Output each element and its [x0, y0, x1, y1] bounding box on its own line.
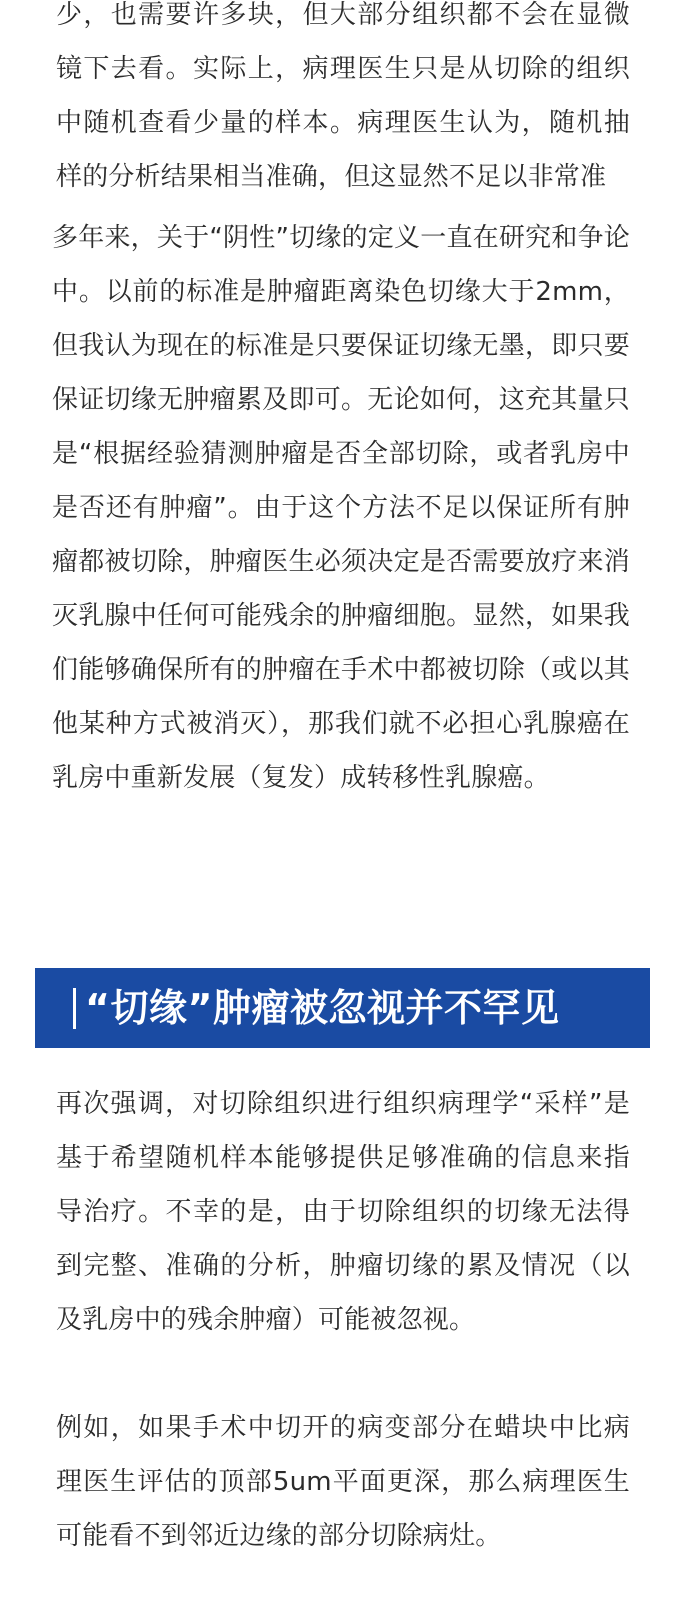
section-heading-banner: [35, 968, 650, 1048]
section-heading: “切缘”肿瘤被忽视并不罕见: [85, 986, 560, 1030]
paragraph-negative-margins: 多年来，关于“阴性”切缘的定义一直在研究和争论中。以前的标准是肿瘤距离染色切缘大于2mm，但我认为现在的标准是只要保证切缘无墨，即只要保证切缘无肿瘤累及即可。无论如何，这充其量只是“根据经验猜测肿瘤是否全部切除，或者乳房中是否还有肿瘤”。由于这个方法不足以保证所有肿瘤都被切除，肿瘤医生必须决定是否需要放疗来消灭乳腺中任何可能残余的肿瘤细胞。显然，如果我们能够确保所有的肿瘤在手术中都被切除（或以其他某种方式被消灭），那我们就不必担心乳腺癌在乳房中重新发展（复发）成转移性乳腺癌。: [52, 223, 630, 793]
paragraph-sampling: 少，也需要许多块，但大部分组织都不会在显微镜下去看。实际上，病理医生只是从切除的组织中随机查看少量的样本。病理医生认为，随机抽样的分析结果相当准确，但这显然不足以非常准: [56, 0, 630, 192]
heading-accent-bar: [73, 988, 76, 1029]
paragraph-emphasis: 再次强调，对切除组织进行组织病理学“采样”是基于希望随机样本能够提供足够准确的信息来指导治疗。不幸的是，由于切除组织的切缘无法得到完整、准确的分析，肿瘤切缘的累及情况（以及乳房中的残余肿瘤）可能被忽视。: [56, 1089, 630, 1335]
paragraph-example: 例如，如果手术中切开的病变部分在蜡块中比病理医生评估的顶部5um平面更深，那么病理医生可能看不到邻近边缘的部分切除病灶。: [56, 1413, 630, 1551]
